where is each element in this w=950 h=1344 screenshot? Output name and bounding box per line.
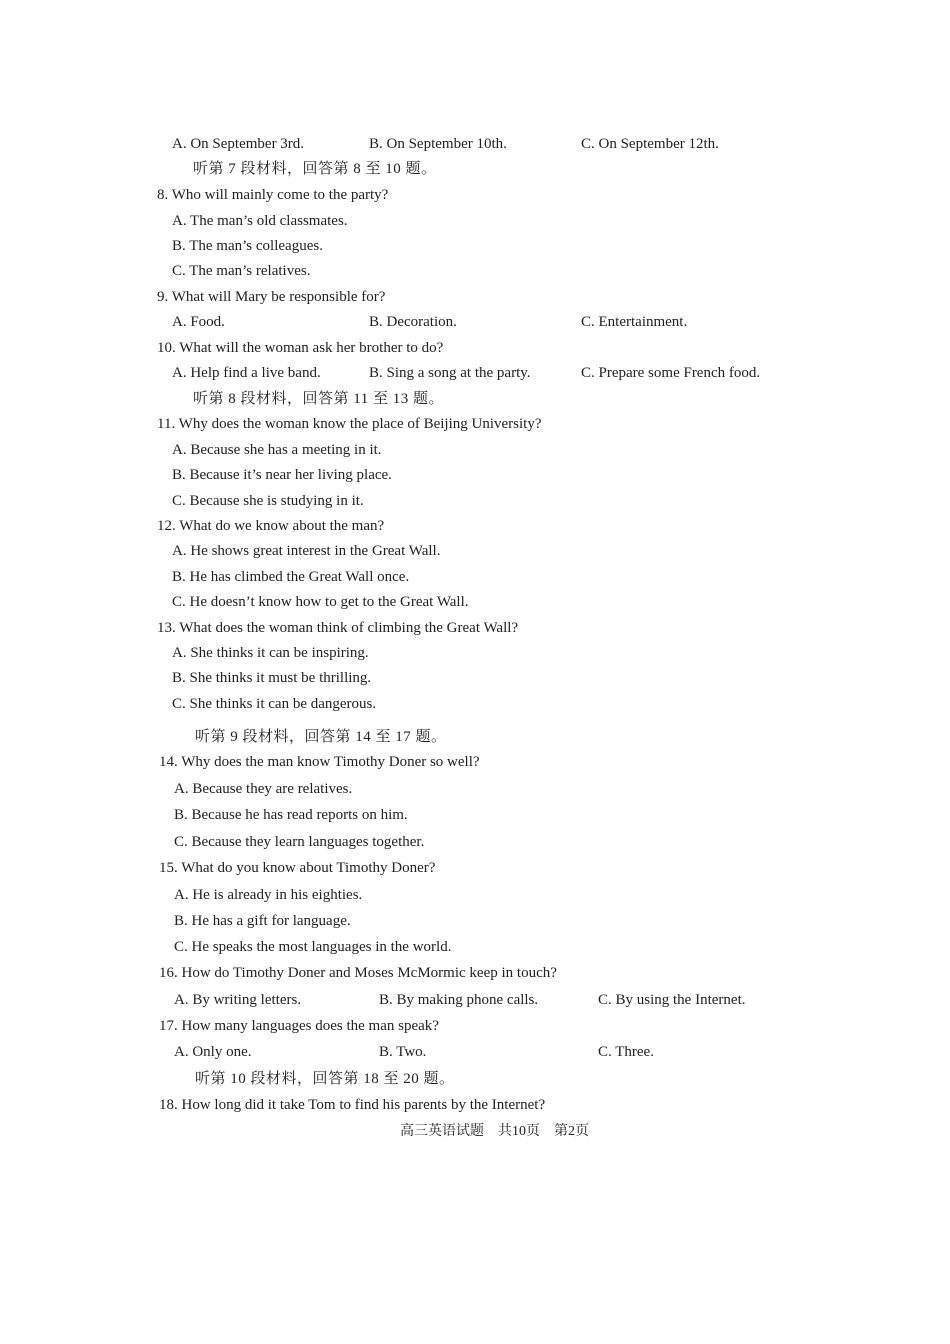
- option-a: A. Food.: [172, 314, 225, 330]
- question: 9. What will Mary be responsible for?: [157, 289, 386, 305]
- section-heading: 听第 10 段材料，回答第 18 至 20 题。: [195, 1071, 455, 1087]
- section-heading: 听第 8 段材料，回答第 11 至 13 题。: [193, 391, 444, 407]
- question: 16. How do Timothy Doner and Moses McMormic keep in touch?: [159, 965, 557, 981]
- answer-option: C. The man’s relatives.: [172, 263, 311, 279]
- answer-option: A. He shows great interest in the Great Wall.: [172, 543, 441, 559]
- question: 13. What does the woman think of climbing the Great Wall?: [157, 620, 519, 636]
- option-c: C. By using the Internet.: [598, 992, 746, 1008]
- answer-option: A. She thinks it can be inspiring.: [172, 645, 369, 661]
- question: 8. Who will mainly come to the party?: [157, 187, 389, 203]
- question: 15. What do you know about Timothy Doner?: [159, 860, 436, 876]
- option-c: C. Three.: [598, 1044, 654, 1060]
- option-c: C. Prepare some French food.: [581, 365, 761, 381]
- answer-option: A. Because they are relatives.: [174, 781, 353, 797]
- answer-option: A. The man’s old classmates.: [172, 213, 348, 229]
- answer-option: C. She thinks it can be dangerous.: [172, 696, 377, 712]
- section-heading: 听第 9 段材料，回答第 14 至 17 题。: [195, 729, 447, 745]
- option-b: B. By making phone calls.: [379, 992, 539, 1008]
- option-b: B. Decoration.: [369, 314, 457, 330]
- answer-option: A. He is already in his eighties.: [174, 887, 363, 903]
- answer-option: A. Because she has a meeting in it.: [172, 442, 382, 458]
- section-heading: 听第 7 段材料，回答第 8 至 10 题。: [193, 161, 437, 177]
- answer-option: B. He has climbed the Great Wall once.: [172, 569, 410, 585]
- answer-option: B. Because he has read reports on him.: [174, 807, 408, 823]
- question: 14. Why does the man know Timothy Doner so well?: [159, 754, 480, 770]
- option-a: A. On September 3rd.: [172, 136, 305, 152]
- question: 12. What do we know about the man?: [157, 518, 385, 534]
- answer-option: B. She thinks it must be thrilling.: [172, 670, 372, 686]
- answer-option: B. Because it’s near her living place.: [172, 467, 392, 483]
- answer-option: C. Because they learn languages together.: [174, 834, 425, 850]
- option-a: A. By writing letters.: [174, 992, 302, 1008]
- page-footer: 高三英语试题 共10页 第2页: [400, 1124, 589, 1139]
- answer-option: C. He doesn’t know how to get to the Great Wall.: [172, 594, 469, 610]
- option-b: B. On September 10th.: [369, 136, 507, 152]
- answer-option: B. He has a gift for language.: [174, 913, 351, 929]
- answer-option: B. The man’s colleagues.: [172, 238, 323, 254]
- answer-option: C. He speaks the most languages in the world.: [174, 939, 452, 955]
- option-a: A. Only one.: [174, 1044, 252, 1060]
- answer-option: C. Because she is studying in it.: [172, 493, 364, 509]
- question: 17. How many languages does the man speak?: [159, 1018, 439, 1034]
- option-b: B. Two.: [379, 1044, 427, 1060]
- option-c: C. On September 12th.: [581, 136, 719, 152]
- question: 10. What will the woman ask her brother to do?: [157, 340, 444, 356]
- question: 11. Why does the woman know the place of Beijing University?: [157, 416, 542, 432]
- option-a: A. Help find a live band.: [172, 365, 321, 381]
- option-b: B. Sing a song at the party.: [369, 365, 531, 381]
- question: 18. How long did it take Tom to find his parents by the Internet?: [159, 1097, 546, 1113]
- option-c: C. Entertainment.: [581, 314, 688, 330]
